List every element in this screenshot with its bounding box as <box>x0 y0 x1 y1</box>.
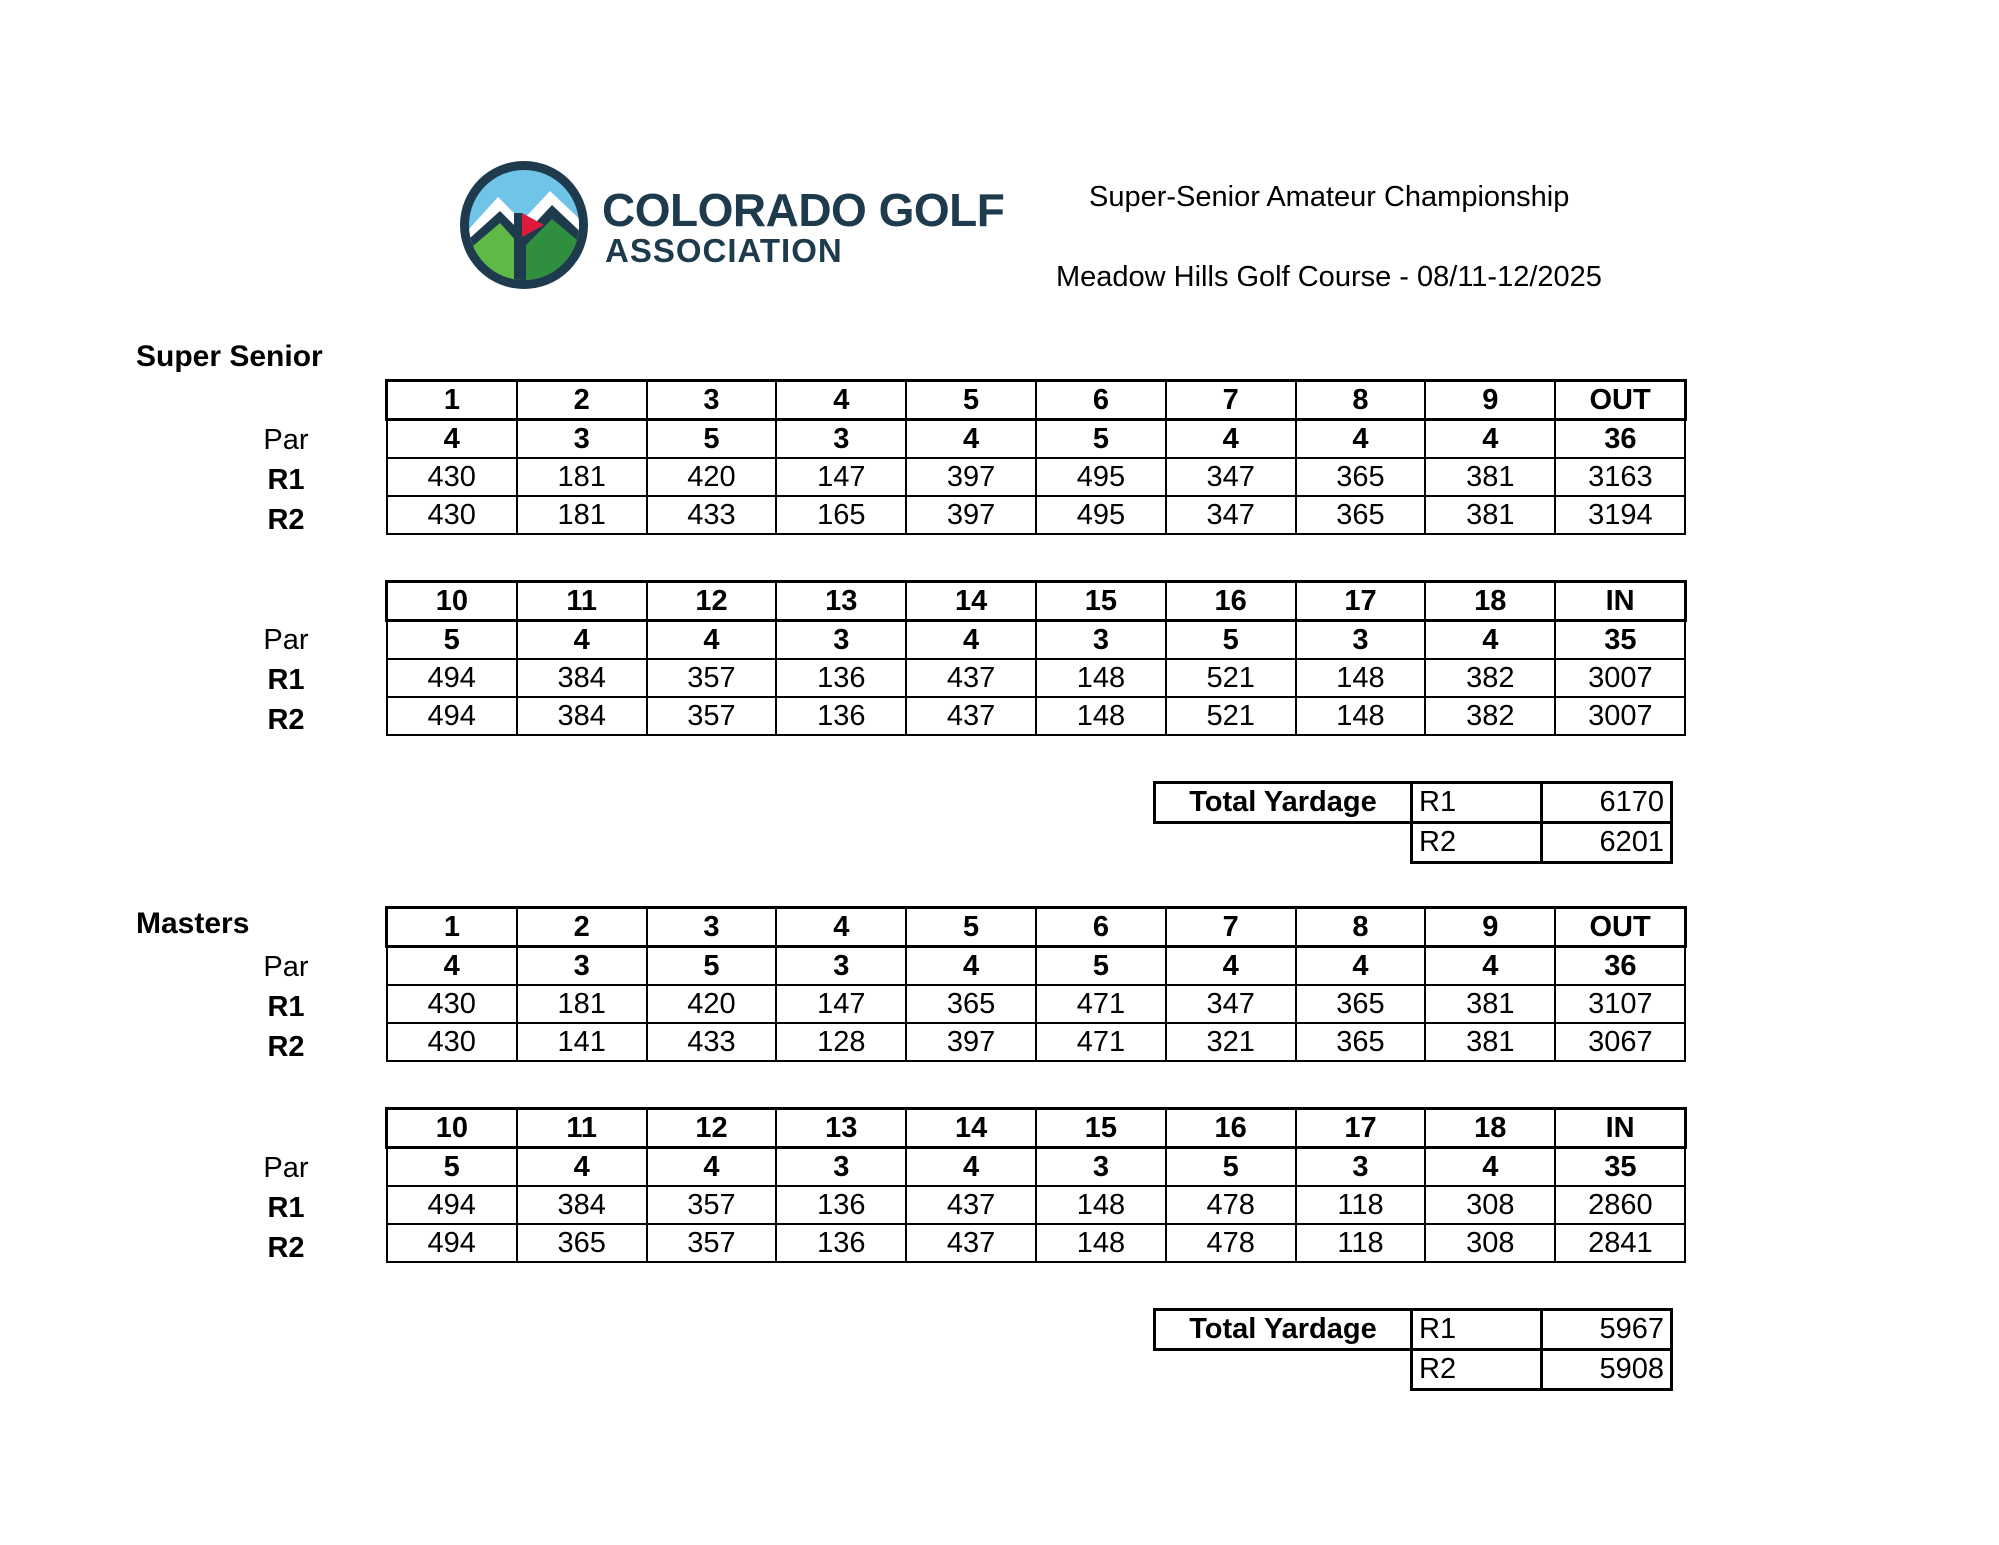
par-cell: 4 <box>906 420 1036 459</box>
r1-yardage-cell: 495 <box>1036 458 1166 496</box>
par-cell: 3 <box>517 947 647 986</box>
hole-number-cell: 2 <box>517 908 647 947</box>
hole-number-cell: 13 <box>776 582 906 621</box>
r1-row <box>387 458 1686 496</box>
par-row <box>387 1148 1686 1187</box>
par-cell: 36 <box>1555 947 1685 986</box>
par-cell: 5 <box>1166 621 1296 660</box>
hole-number-cell: OUT <box>1555 381 1685 420</box>
r1-yardage-cell: 148 <box>1296 659 1426 697</box>
row-label-r2: R2 <box>267 1232 305 1264</box>
r2-yardage-cell: 478 <box>1166 1224 1296 1262</box>
r2-yardage-cell: 357 <box>647 697 777 735</box>
par-cell: 3 <box>776 621 906 660</box>
row-label-par: Par <box>263 424 309 456</box>
hole-number-cell: 18 <box>1425 582 1555 621</box>
r1-yardage-cell: 3107 <box>1555 985 1685 1023</box>
r2-yardage-cell: 148 <box>1296 697 1426 735</box>
hole-number-cell: 9 <box>1425 908 1555 947</box>
r2-yardage-cell: 495 <box>1036 496 1166 534</box>
r2-row <box>387 1023 1686 1061</box>
row-label-par: Par <box>263 624 309 656</box>
r1-row <box>387 659 1686 697</box>
par-cell: 35 <box>1555 621 1685 660</box>
hole-number-cell: 1 <box>387 381 517 420</box>
r1-yardage-cell: 365 <box>1296 458 1426 496</box>
r1-yardage-cell: 521 <box>1166 659 1296 697</box>
logo-text-line2: ASSOCIATION <box>605 232 843 269</box>
total-round-label: R1 <box>1412 1310 1542 1350</box>
r1-yardage-cell: 420 <box>647 458 777 496</box>
par-cell: 3 <box>1296 621 1426 660</box>
r1-yardage-cell: 365 <box>906 985 1036 1023</box>
event-subtitle: Meadow Hills Golf Course - 08/11-12/2025 <box>1056 261 1602 293</box>
r2-yardage-cell: 384 <box>517 697 647 735</box>
par-cell: 5 <box>647 420 777 459</box>
hole-number-cell: IN <box>1555 582 1685 621</box>
hole-number-cell: 4 <box>776 908 906 947</box>
r2-yardage-cell: 308 <box>1425 1224 1555 1262</box>
cga-logo-mark-icon <box>460 161 588 289</box>
hole-number-cell: 15 <box>1036 582 1166 621</box>
r2-yardage-cell: 494 <box>387 697 517 735</box>
hole-number-cell: 7 <box>1166 908 1296 947</box>
r1-yardage-cell: 3007 <box>1555 659 1685 697</box>
r1-yardage-cell: 347 <box>1166 985 1296 1023</box>
r1-row <box>387 1186 1686 1224</box>
super-senior-back-nine-table <box>385 580 1687 736</box>
r1-yardage-cell: 384 <box>517 659 647 697</box>
r1-yardage-cell: 437 <box>906 659 1036 697</box>
hole-number-cell: 4 <box>776 381 906 420</box>
par-cell: 36 <box>1555 420 1685 459</box>
total-yardage-label: Total Yardage <box>1155 783 1412 823</box>
r2-yardage-cell: 357 <box>647 1224 777 1262</box>
r2-yardage-cell: 347 <box>1166 496 1296 534</box>
r2-yardage-cell: 148 <box>1036 697 1166 735</box>
r1-yardage-cell: 430 <box>387 458 517 496</box>
r1-yardage-cell: 357 <box>647 659 777 697</box>
r2-yardage-cell: 430 <box>387 1023 517 1061</box>
par-cell: 4 <box>1425 947 1555 986</box>
r2-yardage-cell: 136 <box>776 1224 906 1262</box>
par-cell: 4 <box>906 1148 1036 1187</box>
hole-number-cell: 12 <box>647 1109 777 1148</box>
total-yardage-label: Total Yardage <box>1155 1310 1412 1350</box>
cga-logo <box>460 161 1005 291</box>
r2-yardage-cell: 3067 <box>1555 1023 1685 1061</box>
r1-yardage-cell: 420 <box>647 985 777 1023</box>
par-cell: 4 <box>1296 947 1426 986</box>
par-cell: 3 <box>776 947 906 986</box>
total-round-label: R2 <box>1412 823 1542 863</box>
r1-yardage-cell: 357 <box>647 1186 777 1224</box>
r2-yardage-cell: 128 <box>776 1023 906 1061</box>
r1-yardage-cell: 494 <box>387 1186 517 1224</box>
hole-number-cell: 15 <box>1036 1109 1166 1148</box>
r2-yardage-cell: 148 <box>1036 1224 1166 1262</box>
masters-total-yardage <box>1153 1308 1673 1391</box>
par-cell: 4 <box>906 947 1036 986</box>
r1-yardage-cell: 471 <box>1036 985 1166 1023</box>
r2-row <box>387 697 1686 735</box>
hole-number-cell: 14 <box>906 582 1036 621</box>
total-round-label: R1 <box>1412 783 1542 823</box>
section-title-super-senior: Super Senior <box>136 340 323 373</box>
r2-yardage-cell: 3194 <box>1555 496 1685 534</box>
r1-yardage-cell: 148 <box>1036 1186 1166 1224</box>
hole-number-cell: OUT <box>1555 908 1685 947</box>
par-cell: 5 <box>387 1148 517 1187</box>
logo-text-line1: COLORADO GOLF <box>602 184 1005 236</box>
par-cell: 4 <box>1166 947 1296 986</box>
par-row <box>387 621 1686 660</box>
hole-number-cell: 3 <box>647 381 777 420</box>
event-title: Super-Senior Amateur Championship <box>1089 181 1570 213</box>
r1-yardage-cell: 347 <box>1166 458 1296 496</box>
r2-yardage-cell: 494 <box>387 1224 517 1262</box>
r2-row <box>387 496 1686 534</box>
hole-number-cell: 13 <box>776 1109 906 1148</box>
hole-number-cell: 10 <box>387 1109 517 1148</box>
r2-row <box>387 1224 1686 1262</box>
row-label-r2: R2 <box>267 704 305 736</box>
hole-number-cell: 6 <box>1036 381 1166 420</box>
par-cell: 5 <box>647 947 777 986</box>
r2-yardage-cell: 430 <box>387 496 517 534</box>
par-cell: 3 <box>776 420 906 459</box>
row-label-r2: R2 <box>267 504 305 536</box>
r2-yardage-cell: 181 <box>517 496 647 534</box>
r2-yardage-cell: 437 <box>906 697 1036 735</box>
section-title-masters: Masters <box>136 907 250 940</box>
hole-number-cell: 17 <box>1296 1109 1426 1148</box>
hole-number-cell: 9 <box>1425 381 1555 420</box>
par-cell: 4 <box>647 621 777 660</box>
par-cell: 35 <box>1555 1148 1685 1187</box>
r1-yardage-cell: 136 <box>776 659 906 697</box>
hole-number-cell: 14 <box>906 1109 1036 1148</box>
r1-yardage-cell: 181 <box>517 458 647 496</box>
par-cell: 5 <box>387 621 517 660</box>
r1-yardage-cell: 118 <box>1296 1186 1426 1224</box>
r1-yardage-cell: 478 <box>1166 1186 1296 1224</box>
hole-number-cell: 5 <box>906 908 1036 947</box>
hole-number-cell: 10 <box>387 582 517 621</box>
hole-header-row <box>387 908 1686 947</box>
hole-number-cell: 7 <box>1166 381 1296 420</box>
row-label-r1: R1 <box>267 464 305 496</box>
par-cell: 4 <box>387 947 517 986</box>
hole-number-cell: 6 <box>1036 908 1166 947</box>
r1-yardage-cell: 308 <box>1425 1186 1555 1224</box>
r1-yardage-cell: 384 <box>517 1186 647 1224</box>
par-cell: 5 <box>1166 1148 1296 1187</box>
par-cell: 3 <box>1036 621 1166 660</box>
hole-header-row <box>387 1109 1686 1148</box>
hole-number-cell: 16 <box>1166 1109 1296 1148</box>
r2-yardage-cell: 141 <box>517 1023 647 1061</box>
r2-yardage-cell: 433 <box>647 1023 777 1061</box>
row-label-par: Par <box>263 1152 309 1184</box>
hole-number-cell: 11 <box>517 582 647 621</box>
par-cell: 3 <box>776 1148 906 1187</box>
hole-number-cell: IN <box>1555 1109 1685 1148</box>
r2-yardage-cell: 381 <box>1425 496 1555 534</box>
r1-yardage-cell: 148 <box>1036 659 1166 697</box>
hole-number-cell: 2 <box>517 381 647 420</box>
r1-yardage-cell: 181 <box>517 985 647 1023</box>
hole-number-cell: 8 <box>1296 381 1426 420</box>
r2-yardage-cell: 118 <box>1296 1224 1426 1262</box>
r2-yardage-cell: 397 <box>906 496 1036 534</box>
hole-number-cell: 11 <box>517 1109 647 1148</box>
par-cell: 4 <box>1425 621 1555 660</box>
r2-yardage-cell: 382 <box>1425 697 1555 735</box>
r1-yardage-cell: 382 <box>1425 659 1555 697</box>
par-cell: 3 <box>1296 1148 1426 1187</box>
super-senior-total-yardage <box>1153 781 1673 864</box>
r2-yardage-cell: 437 <box>906 1224 1036 1262</box>
r2-yardage-cell: 521 <box>1166 697 1296 735</box>
r1-yardage-cell: 381 <box>1425 458 1555 496</box>
hole-number-cell: 5 <box>906 381 1036 420</box>
par-cell: 4 <box>387 420 517 459</box>
r1-yardage-cell: 365 <box>1296 985 1426 1023</box>
r1-yardage-cell: 397 <box>906 458 1036 496</box>
r1-yardage-cell: 430 <box>387 985 517 1023</box>
row-label-par: Par <box>263 951 309 983</box>
hole-header-row <box>387 381 1686 420</box>
r2-yardage-cell: 471 <box>1036 1023 1166 1061</box>
total-yardage-value: 5967 <box>1542 1310 1672 1350</box>
r1-row <box>387 985 1686 1023</box>
masters-back-nine-table <box>385 1107 1687 1263</box>
r1-yardage-cell: 2860 <box>1555 1186 1685 1224</box>
par-cell: 5 <box>1036 947 1166 986</box>
hole-header-row <box>387 582 1686 621</box>
row-label-r1: R1 <box>267 664 305 696</box>
r2-yardage-cell: 3007 <box>1555 697 1685 735</box>
par-cell: 4 <box>647 1148 777 1187</box>
total-round-label: R2 <box>1412 1350 1542 1390</box>
par-cell: 4 <box>517 621 647 660</box>
r2-yardage-cell: 433 <box>647 496 777 534</box>
row-label-r1: R1 <box>267 1192 305 1224</box>
par-cell: 3 <box>517 420 647 459</box>
r1-yardage-cell: 3163 <box>1555 458 1685 496</box>
par-cell: 4 <box>1425 420 1555 459</box>
par-row <box>387 420 1686 459</box>
row-label-r2: R2 <box>267 1031 305 1063</box>
r2-yardage-cell: 365 <box>1296 496 1426 534</box>
hole-number-cell: 16 <box>1166 582 1296 621</box>
r1-yardage-cell: 381 <box>1425 985 1555 1023</box>
hole-number-cell: 1 <box>387 908 517 947</box>
super-senior-front-nine-table <box>385 379 1687 535</box>
row-label-r1: R1 <box>267 991 305 1023</box>
r1-yardage-cell: 136 <box>776 1186 906 1224</box>
hole-number-cell: 8 <box>1296 908 1426 947</box>
par-cell: 4 <box>517 1148 647 1187</box>
r2-yardage-cell: 365 <box>1296 1023 1426 1061</box>
r2-yardage-cell: 165 <box>776 496 906 534</box>
r1-yardage-cell: 147 <box>776 985 906 1023</box>
total-yardage-value: 6201 <box>1542 823 1672 863</box>
par-cell: 3 <box>1036 1148 1166 1187</box>
par-row <box>387 947 1686 986</box>
par-cell: 4 <box>906 621 1036 660</box>
r1-yardage-cell: 147 <box>776 458 906 496</box>
r2-yardage-cell: 397 <box>906 1023 1036 1061</box>
par-cell: 4 <box>1296 420 1426 459</box>
r1-yardage-cell: 494 <box>387 659 517 697</box>
total-yardage-value: 6170 <box>1542 783 1672 823</box>
r2-yardage-cell: 321 <box>1166 1023 1296 1061</box>
par-cell: 4 <box>1425 1148 1555 1187</box>
r1-yardage-cell: 437 <box>906 1186 1036 1224</box>
par-cell: 5 <box>1036 420 1166 459</box>
total-yardage-value: 5908 <box>1542 1350 1672 1390</box>
r2-yardage-cell: 365 <box>517 1224 647 1262</box>
r2-yardage-cell: 136 <box>776 697 906 735</box>
par-cell: 4 <box>1166 420 1296 459</box>
hole-number-cell: 18 <box>1425 1109 1555 1148</box>
hole-number-cell: 12 <box>647 582 777 621</box>
r2-yardage-cell: 2841 <box>1555 1224 1685 1262</box>
hole-number-cell: 3 <box>647 908 777 947</box>
hole-number-cell: 17 <box>1296 582 1426 621</box>
r2-yardage-cell: 381 <box>1425 1023 1555 1061</box>
masters-front-nine-table <box>385 906 1687 1062</box>
